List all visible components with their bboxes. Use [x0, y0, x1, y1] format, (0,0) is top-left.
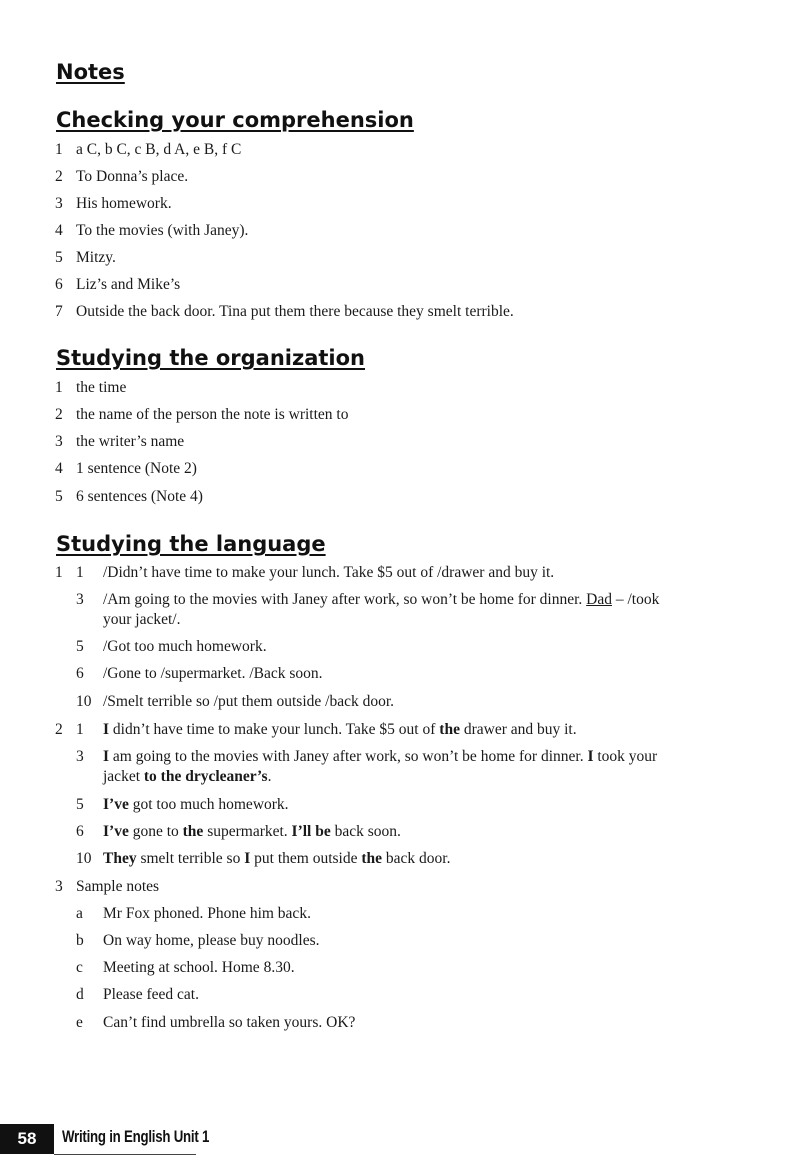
item-letter: d: [76, 986, 84, 1003]
item-number: 1: [55, 141, 63, 158]
item-text: Please feed cat.: [103, 986, 199, 1003]
section-heading-language: Studying the language: [56, 532, 326, 556]
item-number: 5: [76, 796, 84, 813]
item-text: the name of the person the note is written to: [76, 406, 349, 423]
item-text: I didn’t have time to make your lunch. Take $5 out of the drawer and buy it.: [103, 721, 577, 738]
item-text: Meeting at school. Home 8.30.: [103, 959, 295, 976]
item-number: 4: [55, 222, 63, 239]
item-text: I’ve gone to the supermarket. I’ll be back soon.: [103, 823, 401, 840]
item-number: 10: [76, 693, 92, 710]
item-number: 5: [55, 249, 63, 266]
item-text: /Didn’t have time to make your lunch. Take $5 out of /drawer and buy it.: [103, 564, 555, 581]
footer-rule: [54, 1154, 196, 1155]
item-number: 2: [55, 406, 63, 423]
item-text: Can’t find umbrella so taken yours. OK?: [103, 1014, 356, 1031]
item-number: 4: [55, 460, 63, 477]
item-number: 2: [55, 168, 63, 185]
item-text: /Gone to /supermarket. /Back soon.: [103, 665, 323, 682]
item-number: 3: [55, 195, 63, 212]
item-number: 5: [55, 488, 63, 505]
item-text: His homework.: [76, 195, 172, 212]
page-title: Notes: [56, 60, 125, 84]
part-number: 3: [55, 878, 63, 895]
item-text: To Donna’s place.: [76, 168, 189, 185]
item-number: 1: [55, 379, 63, 396]
item-number: 3: [76, 591, 84, 608]
item-text: Mitzy.: [76, 249, 116, 266]
item-text: Mr Fox phoned. Phone him back.: [103, 905, 311, 922]
item-text: To the movies (with Janey).: [76, 222, 249, 239]
item-number: 7: [55, 303, 63, 320]
part-label: Sample notes: [76, 878, 160, 895]
item-number: 1: [76, 564, 84, 581]
page: Notes Checking your comprehension 1 a C, b C, c B, d A, e B, f C 2 To Donna’s place. 3 His homework. 4 To the movies (with Janey). 5 Mitzy. 6 Liz’s and Mike’s 7 Outside the back door. Tina put them there because they smelt terrible. Studying the organization 1 the time 2 the name of the person the note is written to 3 the writer’s name 4 1 sentence (Note 2) 5 6 sentences (Note 4) Studying the language 1 1 /Didn’t have time to make your lunch. Take $5 out of /drawer and buy it. 3 /Am going to the movies with Janey after work, so won’t be home for dinner. Dad – /took your jacket/. 5 /Got too much homework. 6 /Gone to /supermarket. /Back soon. 10 /Smelt terrible so /put them outside /back door. 2 1 I didn’t have time to make your lunch. Take $5 out of the drawer and buy it. 3 I am going to the movies with Janey after work, so won’t be home for dinner. I took your jacket to the drycleaner’s. 5 I’ve got too much homework. 6 I’ve gone to the supermarket. I’ll be back soon. 10 They smelt terrible so I put them outside the back door. 3 Sample notes a Mr Fox phoned. Phone him back. b On way home, please buy noodles. c Meeting at school. Home 8.30. d Please feed cat. e Can’t find umbrella so taken yours. OK? 58 Writing in English Unit 1: [0, 0, 800, 1169]
item-text: the time: [76, 379, 127, 396]
item-text: I am going to the movies with Janey after work, so won’t be home for dinner. I took your: [103, 748, 658, 765]
item-text: On way home, please buy noodles.: [103, 932, 320, 949]
book-title: Writing in English Unit 1: [62, 1127, 210, 1146]
item-text: They smelt terrible so I put them outside the back door.: [103, 850, 451, 867]
item-text: Outside the back door. Tina put them there because they smelt terrible.: [76, 303, 514, 320]
page-number: 58: [0, 1124, 54, 1154]
item-letter: c: [76, 959, 83, 976]
item-number: 3: [76, 748, 84, 765]
item-number: 6: [76, 665, 84, 682]
item-letter: e: [76, 1014, 83, 1031]
item-number: 3: [55, 433, 63, 450]
item-letter: a: [76, 905, 83, 922]
item-number: 1: [76, 721, 84, 738]
part-number: 2: [55, 721, 63, 738]
item-text: a C, b C, c B, d A, e B, f C: [76, 141, 242, 158]
section-heading-comprehension: Checking your comprehension: [56, 108, 414, 132]
section-heading-organization: Studying the organization: [56, 346, 366, 370]
item-text: I’ve got too much homework.: [103, 796, 289, 813]
item-number: 6: [76, 823, 84, 840]
item-text: /Am going to the movies with Janey after work, so won’t be home for dinner. Dad – /took: [103, 591, 660, 608]
item-text: /Got too much homework.: [103, 638, 267, 655]
item-number: 10: [76, 850, 92, 867]
item-text: 1 sentence (Note 2): [76, 460, 197, 477]
item-text: /Smelt terrible so /put them outside /back door.: [103, 693, 395, 710]
item-number: 6: [55, 276, 63, 293]
item-text: Liz’s and Mike’s: [76, 276, 181, 293]
item-number: 5: [76, 638, 84, 655]
item-letter: b: [76, 932, 84, 949]
item-text: the writer’s name: [76, 433, 185, 450]
part-number: 1: [55, 564, 63, 581]
item-text: 6 sentences (Note 4): [76, 488, 203, 505]
